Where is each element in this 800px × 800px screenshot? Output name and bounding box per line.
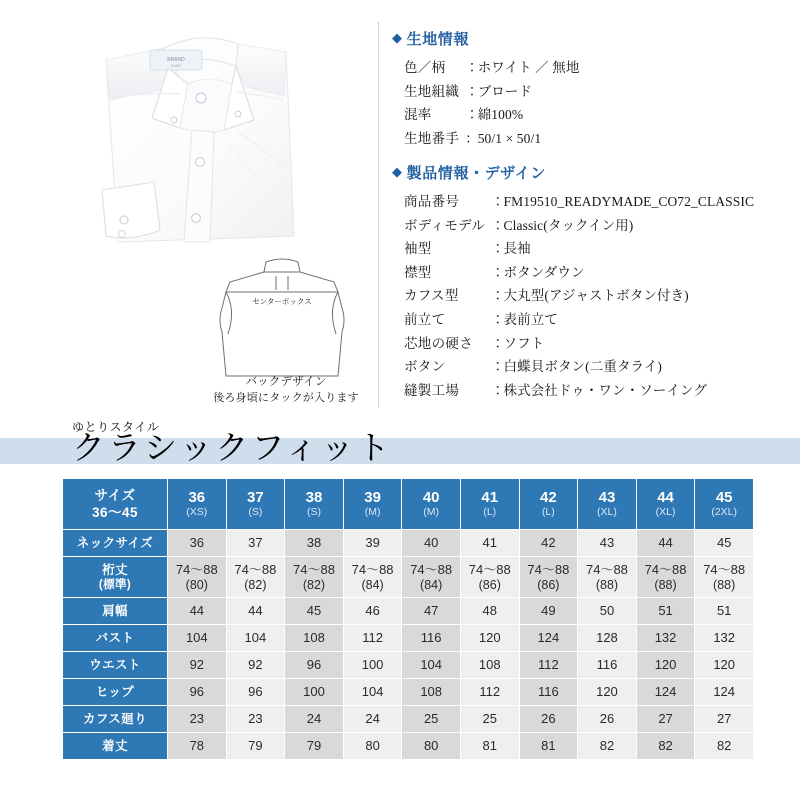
measurement-cell: 132 [637,625,695,651]
measurement-cell: 81 [461,733,519,759]
spec-row [404,308,754,332]
measurement-standard: (88) [713,577,736,592]
row-label [63,625,167,651]
size-grade: (XL) [655,506,676,518]
size-grade: (L) [541,506,555,518]
measurement-cell: 44 [168,598,226,624]
measurement-cell [461,557,519,597]
spec-value: ： ソフト [491,332,754,356]
measurement-cell [168,557,226,597]
measurement-cell [520,557,578,597]
measurement-cell: 112 [344,625,402,651]
spec-row [404,127,579,151]
spec-value: ： 綿100% [465,103,579,127]
size-column-header [695,479,753,529]
measurement-standard: (86) [478,577,501,592]
spec-label: カフス型 [404,288,459,304]
measurement-cell [695,557,753,597]
size-grade: (M) [423,506,440,518]
fit-title-section [0,412,800,474]
spec-value: ： Classic(タックイン用) [491,214,754,238]
spec-row [404,237,754,261]
measurement-cell: 79 [285,733,343,759]
spec-row [404,80,579,104]
back-design-caption-sub: 後ろ身頃にタックが入ります [213,392,359,404]
spec-label: 袖型 [404,241,432,257]
row-label-text: 肩幅 [102,603,128,618]
measurement-range: 74〜88 [527,561,570,577]
row-label-text: カフス廻り [82,711,147,726]
size-chart-body [63,530,753,759]
fabric-info-heading [392,28,579,49]
measurement-standard: (88) [595,577,619,592]
measurement-cell: 100 [285,679,343,705]
measurement-cell: 80 [402,733,460,759]
row-label-text: バスト [95,630,135,645]
measurement-cell: 96 [285,652,343,678]
measurement-cell: 49 [520,598,578,624]
svg-text:BRAND: BRAND [167,57,185,63]
left-image-column [0,0,378,412]
measurement-range: 74〜88 [293,561,335,577]
spec-row [404,379,754,403]
spec-value: ： 大丸型(アジャストボタン付き) [491,284,754,308]
measurement-cell: 41 [461,530,519,556]
measurement-cell: 104 [168,625,226,651]
measurement-cell: 96 [168,679,226,705]
spec-row [404,214,754,238]
measurement-cell: 132 [695,625,753,651]
table-header-row [63,479,753,529]
corner-header-bottom: 36〜45 [91,504,139,520]
table-row [63,625,753,651]
size-chart-corner-header [63,479,167,529]
size-column-header [461,479,519,529]
measurement-cell: 39 [344,530,402,556]
spec-value: ： 白蝶貝ボタン(二重タライ) [491,355,754,379]
spec-row [404,56,579,80]
measurement-cell [285,557,343,597]
measurement-cell: 45 [695,530,753,556]
size-column-header [285,479,343,529]
size-column-header [402,479,460,529]
spec-label: 縫製工場 [404,382,460,398]
measurement-cell: 128 [578,625,636,651]
measurement-range: 74〜88 [175,561,218,577]
row-label [63,679,167,705]
measurement-cell: 108 [402,679,460,705]
size-number: 41 [481,489,499,506]
measurement-cell: 116 [520,679,578,705]
product-info-block [392,162,754,402]
measurement-cell: 104 [402,652,460,678]
measurement-cell: 44 [637,530,695,556]
spec-label: 色／柄 [404,60,446,75]
spec-label: ボディモデル [404,217,486,233]
center-box-label: センターボックス [252,297,312,306]
measurement-cell: 120 [637,652,695,678]
spec-value: ： ブロード [465,80,579,104]
diamond-bullet-icon: ◆ [392,30,403,45]
size-number: 45 [715,489,733,506]
measurement-cell: 40 [402,530,460,556]
spec-label: 生地組織 [404,83,460,99]
measurement-cell: 25 [402,706,460,732]
size-number: 43 [598,489,616,506]
measurement-range: 74〜88 [585,561,628,577]
back-design-caption [186,374,386,406]
measurement-cell: 80 [344,733,402,759]
spec-row [404,261,754,285]
measurement-cell: 27 [637,706,695,732]
table-row [63,733,753,759]
product-info-heading [392,162,754,183]
measurement-range: 74〜88 [468,561,511,577]
measurement-standard: (86) [537,577,560,592]
measurement-cell: 92 [168,652,226,678]
measurement-cell: 124 [695,679,753,705]
measurement-cell: 116 [578,652,636,678]
row-label [63,706,167,732]
measurement-cell [637,557,695,597]
measurement-standard: (88) [654,577,677,592]
table-row [63,652,753,678]
measurement-cell: 81 [520,733,578,759]
spec-value: ： 株式会社ドゥ・ワン・ソーイング [491,379,754,403]
spec-label: 混率 [404,107,432,123]
size-number: 44 [657,489,674,506]
measurement-cell: 112 [461,679,519,705]
measurement-cell: 46 [344,598,402,624]
measurement-cell: 24 [285,706,343,732]
size-column-header [520,479,578,529]
size-column-header [227,479,285,529]
row-label-sub: (標準) [98,578,132,591]
row-label [63,557,167,597]
diamond-bullet-icon: ◆ [392,164,403,179]
size-grade: (S) [248,506,263,518]
measurement-cell: 48 [461,598,519,624]
size-number: 40 [422,489,440,506]
right-spec-column [392,0,800,412]
measurement-cell: 82 [578,733,636,759]
table-row [63,706,753,732]
size-grade: (2XL) [711,506,738,518]
measurement-cell: 51 [695,598,753,624]
size-column-header [637,479,695,529]
fabric-info-rows [404,56,579,150]
row-label-text: 裄丈 [102,562,128,577]
back-design-caption-title: バックデザイン [245,376,327,388]
size-number: 39 [364,489,381,506]
measurement-cell: 23 [227,706,285,732]
measurement-range: 74〜88 [234,561,277,577]
size-grade: (S) [306,506,321,518]
measurement-standard: (84) [420,577,443,592]
measurement-cell: 120 [578,679,636,705]
measurement-cell: 124 [637,679,695,705]
spec-row [404,103,579,127]
fit-subtitle: ゆとりスタイル [72,420,160,434]
spec-value: ： FM19510_READYMADE_CO72_CLASSIC [491,190,754,214]
measurement-cell: 82 [695,733,753,759]
row-label-text: ヒップ [95,684,135,699]
measurement-cell [344,557,402,597]
spec-label: 襟型 [404,264,432,280]
spec-value: ： ボタンダウン [491,261,754,285]
fabric-info-block [392,28,579,150]
table-row [63,530,753,556]
spec-label: 商品番号 [404,194,460,209]
measurement-cell: 112 [520,652,578,678]
measurement-cell: 79 [227,733,285,759]
size-number: 37 [247,489,264,506]
size-grade: (L) [483,506,497,518]
measurement-cell: 23 [168,706,226,732]
back-design-illustration [196,256,368,384]
table-row [63,557,753,597]
measurement-cell: 120 [461,625,519,651]
measurement-cell [578,557,636,597]
row-label [63,598,167,624]
size-number: 36 [188,489,206,506]
spec-value: ： 表前立て [491,308,754,332]
measurement-cell: 120 [695,652,753,678]
measurement-range: 74〜88 [351,561,394,577]
product-info-heading-text: 製品情報・デザイン [406,166,546,182]
measurement-cell: 116 [402,625,460,651]
spec-label: 前立て [404,311,446,327]
product-photo [88,22,312,256]
size-chart-table [62,478,754,760]
spec-label: 生地番手 [404,130,460,146]
measurement-cell: 38 [285,530,343,556]
measurement-cell: 26 [520,706,578,732]
measurement-range: 74〜88 [703,561,746,577]
measurement-range: 74〜88 [644,561,687,577]
row-label [63,652,167,678]
size-number: 38 [305,489,323,506]
measurement-cell: 27 [695,706,753,732]
size-column-header [344,479,402,529]
measurement-cell: 92 [227,652,285,678]
vertical-divider [378,22,379,408]
measurement-cell [402,557,460,597]
measurement-standard: (84) [361,577,384,592]
row-label [63,733,167,759]
measurement-cell: 25 [461,706,519,732]
row-label [63,530,167,556]
spec-value: ： 50/1 × 50/1 [465,127,579,151]
size-grade: (XS) [186,506,208,518]
measurement-cell: 47 [402,598,460,624]
measurement-cell: 36 [168,530,226,556]
measurement-cell: 44 [227,598,285,624]
measurement-cell: 78 [168,733,226,759]
row-label-text: ウエスト [89,657,141,672]
spec-row [404,284,754,308]
measurement-cell: 96 [227,679,285,705]
table-row [63,679,753,705]
measurement-standard: (82) [244,577,267,592]
size-column-header [168,479,226,529]
measurement-cell: 26 [578,706,636,732]
fit-title: クラシックフィット [72,431,393,467]
size-number: 42 [540,489,557,506]
spec-row [404,355,754,379]
spec-value: ： ホワイト ／ 無地 [465,56,579,80]
measurement-cell: 42 [520,530,578,556]
measurement-standard: (80) [185,577,208,592]
measurement-cell: 24 [344,706,402,732]
spec-value: ： 長袖 [491,237,754,261]
table-row [63,598,753,624]
measurement-standard: (82) [302,577,326,592]
measurement-cell: 108 [461,652,519,678]
spec-row [404,190,754,214]
size-chart-header [63,479,753,529]
size-column-header [578,479,636,529]
spec-label: 芯地の硬さ [404,335,473,351]
spec-row [404,332,754,356]
measurement-cell: 50 [578,598,636,624]
product-info-rows [404,190,754,402]
fabric-info-heading-text: 生地情報 [406,32,470,48]
measurement-cell: 104 [344,679,402,705]
measurement-cell: 43 [578,530,636,556]
size-grade: (XL) [597,506,617,518]
measurement-range: 74〜88 [410,561,453,577]
corner-header-top: サイズ [94,487,136,503]
row-label-text: 着丈 [102,738,128,753]
measurement-cell: 124 [520,625,578,651]
svg-text:SHIRT: SHIRT [170,64,182,68]
measurement-cell: 37 [227,530,285,556]
spec-label: ボタン [404,359,446,375]
measurement-cell: 104 [227,625,285,651]
measurement-cell [227,557,285,597]
size-grade: (M) [364,506,381,518]
measurement-cell: 100 [344,652,402,678]
measurement-cell: 108 [285,625,343,651]
row-label-text: ネックサイズ [76,535,154,550]
measurement-cell: 82 [637,733,695,759]
measurement-cell: 45 [285,598,343,624]
measurement-cell: 51 [637,598,695,624]
